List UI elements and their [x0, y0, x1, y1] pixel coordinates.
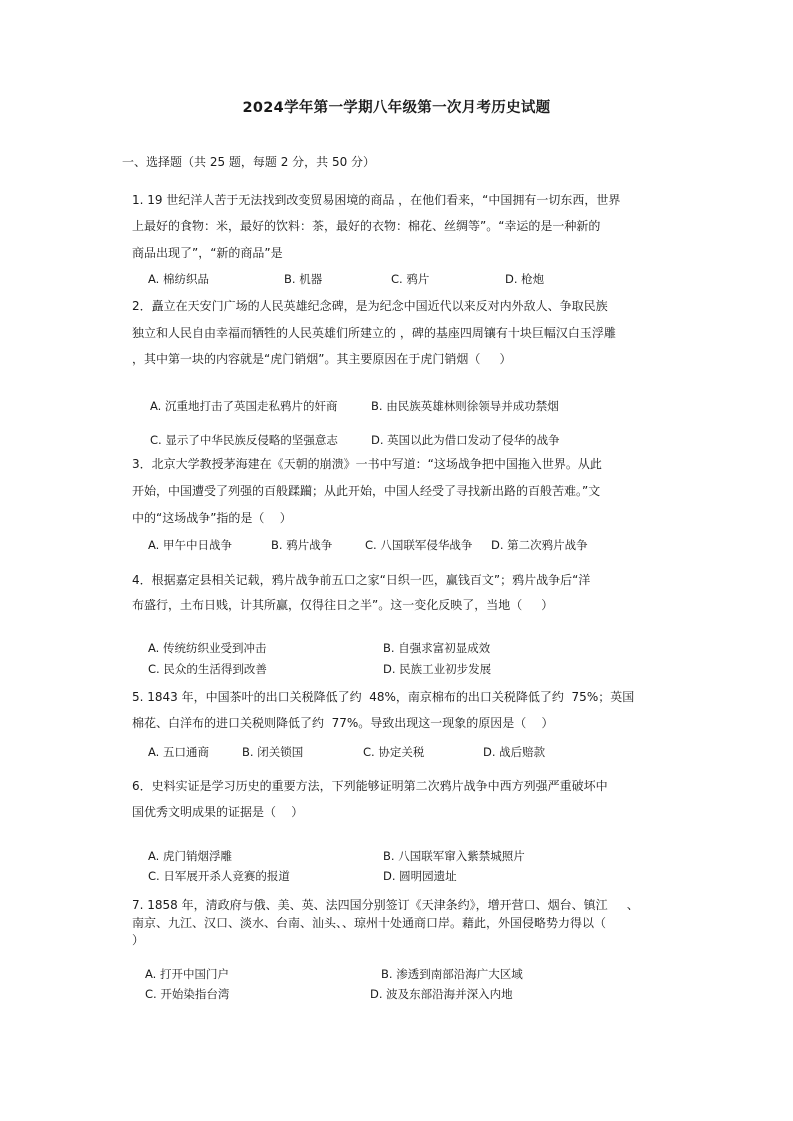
question-7-line-1: 7. 1858 年，清政府与俄、美、英、法四国分别签订《天津条约》，增开营口、烟台、镇江 、 — [132, 898, 639, 912]
question-2-line-1: 2．矗立在天安门广场的人民英雄纪念碑，是为纪念中国近代以来反对内外敌人、争取民族 — [132, 299, 608, 313]
question-1-option-b: B. 机器 — [284, 272, 323, 286]
question-6-option-a: A. 虎门销烟浮雕 — [148, 849, 232, 863]
question-6-option-d: D. 圆明园遗址 — [383, 869, 457, 883]
question-6-line-2: 国优秀文明成果的证据是（ ） — [132, 805, 304, 819]
question-2-option-c: C. 显示了中华民族反侵略的坚强意志 — [150, 433, 338, 447]
question-3-option-d: D. 第二次鸦片战争 — [491, 538, 588, 552]
question-7-option-d: D. 波及东部沿海并深入内地 — [370, 987, 513, 1001]
section-header: 一、选择题（共 25 题，每题 2 分，共 50 分） — [122, 155, 376, 169]
question-7-option-b: B. 渗透到南部沿海广大区域 — [381, 967, 523, 981]
question-7-option-a: A. 打开中国门户 — [145, 967, 229, 981]
exam-title: 2024学年第一学期八年级第一次月考历史试题 — [242, 100, 551, 116]
question-4-option-a: A. 传统纺织业受到冲击 — [148, 641, 267, 655]
question-6-line-1: 6．史料实证是学习历史的重要方法，下列能够证明第二次鸦片战争中西方列强严重破坏中 — [132, 779, 608, 793]
question-2-option-a: A. 沉重地打击了英国走私鸦片的奸商 — [150, 399, 338, 413]
question-3-option-b: B. 鸦片战争 — [271, 538, 333, 552]
question-1-line-1: 1. 19 世纪洋人苦于无法找到改变贸易困境的商品 ，在他们看来，“中国拥有一切东西，世界 — [132, 193, 621, 207]
question-1-option-d: D. 枪炮 — [505, 272, 545, 286]
question-6-option-b: B. 八国联军窜入紫禁城照片 — [383, 849, 525, 863]
question-1-option-c: C. 鸦片 — [391, 272, 430, 286]
question-4-option-c: C. 民众的生活得到改善 — [148, 662, 267, 676]
question-1-line-2: 上最好的食物：米，最好的饮料：茶，最好的衣物：棉花、丝绸等”。“幸运的是一种新的 — [132, 219, 601, 233]
question-5-line-1: 5. 1843 年，中国茶叶的出口关税降低了约 48%，南京棉布的出口关税降低了约 75%；英国 — [132, 690, 635, 704]
question-7-line-3: ） — [132, 933, 145, 947]
question-1-option-a: A. 棉纺织品 — [148, 272, 209, 286]
question-2-line-3: ，其中第一块的内容就是“虎门销烟”。其主要原因在于虎门销烟（ ） — [132, 352, 512, 366]
question-4-line-1: 4．根据嘉定县相关记载，鸦片战争前五口之家“日织一匹，赢钱百文”；鸦片战争后“洋 — [132, 573, 591, 587]
question-3-option-a: A. 甲午中日战争 — [148, 538, 232, 552]
question-3-line-2: 开始，中国遭受了列强的百般蹂躏；从此开始，中国人经受了寻找新出路的百般苦难。”文 — [132, 484, 601, 498]
question-2-line-2: 独立和人民自由幸福而牺牲的人民英雄们所建立的 ，碑的基座四周镶有十块巨幅汉白玉浮雕 — [132, 326, 616, 340]
question-3-option-c: C. 八国联军侵华战争 — [365, 538, 473, 552]
question-2-option-d: D. 英国以此为借口发动了侵华的战争 — [371, 433, 560, 447]
question-4-line-2: 布盛行，土布日贱，计其所赢，仅得往日之半”。这一变化反映了，当地（ ） — [132, 598, 554, 612]
question-5-option-b: B. 闭关锁国 — [242, 745, 304, 759]
question-6-option-c: C. 日军展开杀人竞赛的报道 — [148, 869, 290, 883]
question-3-line-1: 3．北京大学教授茅海建在《天朝的崩溃》一书中写道：“这场战争把中国拖入世界。从此 — [132, 457, 602, 471]
question-7-option-c: C. 开始染指台湾 — [145, 987, 230, 1001]
question-5-line-2: 棉花、白洋布的进口关税则降低了约 77%。导致出现这一现象的原因是（ ） — [132, 716, 554, 730]
question-1-line-3: 商品出现了”，“新的商品”是 — [132, 246, 283, 260]
question-5-option-a: A. 五口通商 — [148, 745, 209, 759]
question-7-line-2: 南京、九江、汉口、淡水、台南、汕头、、琼州十处通商口岸。藉此，外国侵略势力得以（ — [132, 916, 607, 930]
question-2-option-b: B. 由民族英雄林则徐领导并成功禁烟 — [371, 399, 559, 413]
question-5-option-c: C. 协定关税 — [363, 745, 425, 759]
question-5-option-d: D. 战后赔款 — [483, 745, 546, 759]
question-4-option-b: B. 自强求富初显成效 — [383, 641, 491, 655]
question-4-option-d: D. 民族工业初步发展 — [383, 662, 492, 676]
question-3-line-3: 中的“这场战争”指的是（ ） — [132, 511, 292, 525]
